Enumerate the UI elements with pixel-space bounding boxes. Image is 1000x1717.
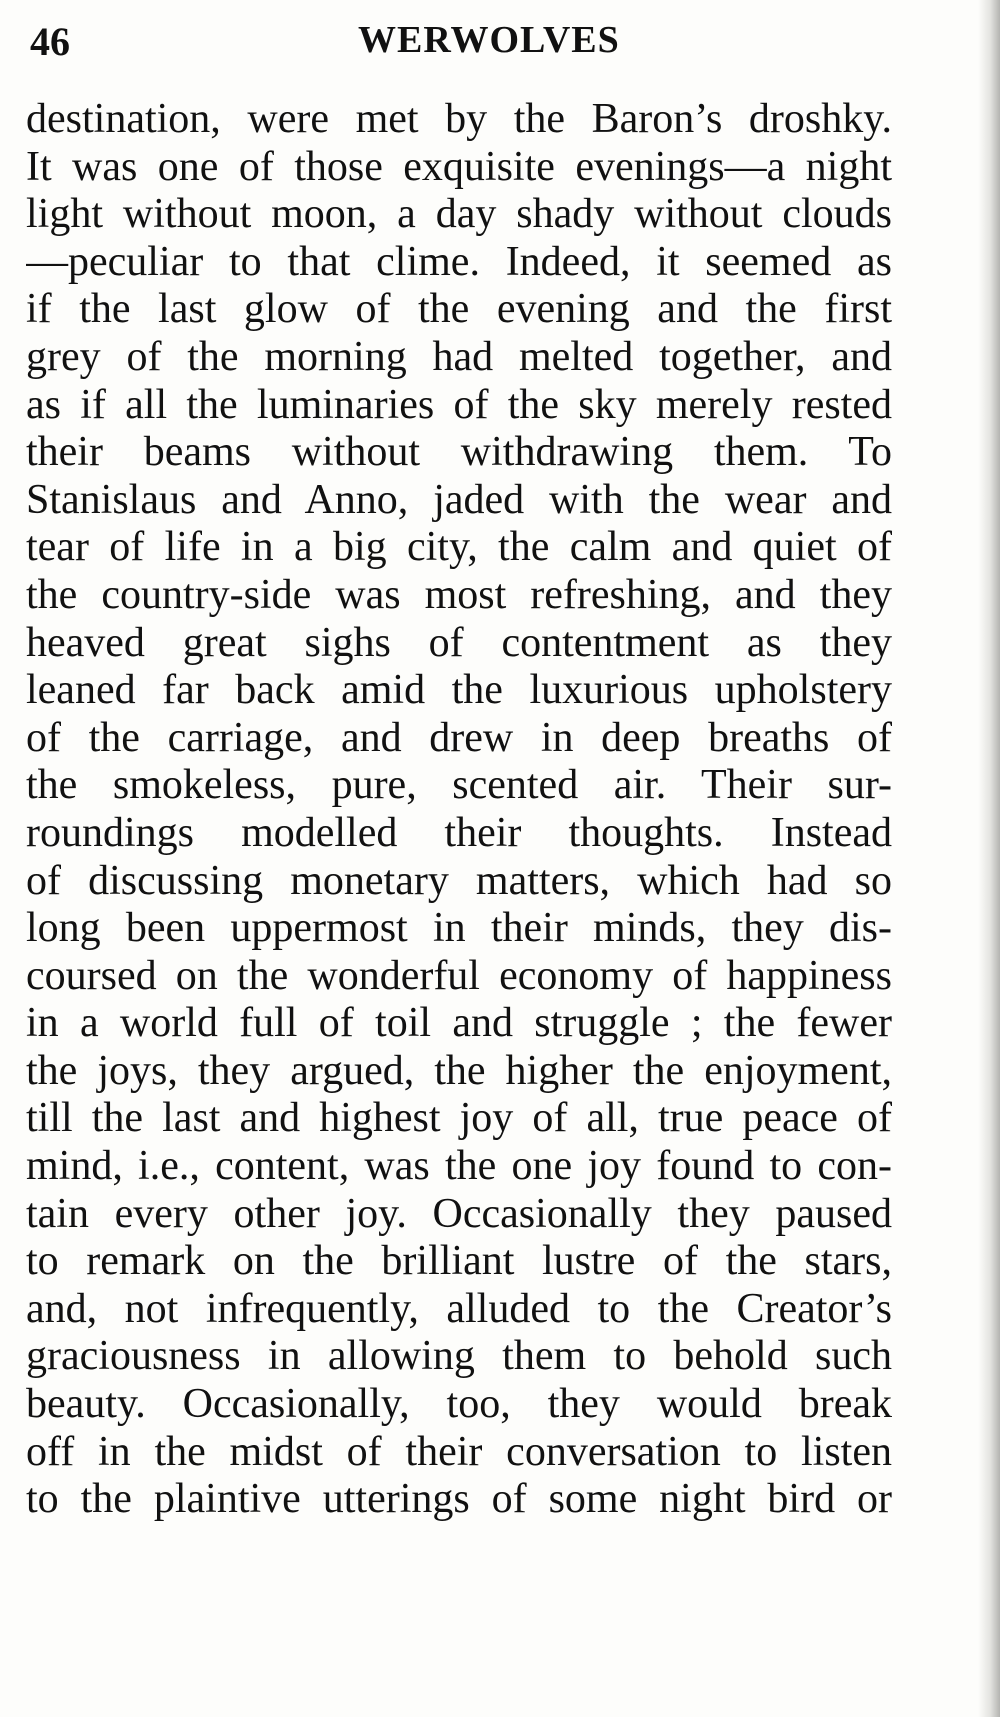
text-line: in a world full of toil and struggle ; the fewer: [26, 1000, 892, 1047]
text-line: destination, were met by the Baron’s droshky.: [26, 96, 892, 142]
page-edge-shadow: [978, 0, 1000, 1717]
text-line: the joys, they argued, the higher the enjoyment,: [26, 1047, 892, 1094]
text-line: as if all the luminaries of the sky merely rested: [26, 381, 892, 428]
text-line: the country-side was most refreshing, and they: [26, 571, 892, 618]
text-line: It was one of those exquisite evenings—a night: [26, 143, 892, 190]
text-line: to the plaintive utterings of some night bird or: [26, 1476, 892, 1523]
text-line: long been uppermost in their minds, they dis-: [26, 905, 892, 952]
text-line: heaved great sighs of contentment as they: [26, 619, 892, 666]
text-line: Stanislaus and Anno, jaded with the wear and: [26, 476, 892, 523]
text-line: leaned far back amid the luxurious upholstery: [26, 667, 892, 714]
text-line: graciousness in allowing them to behold such: [26, 1333, 892, 1380]
page-number: 46: [30, 19, 70, 64]
text-line: of the carriage, and drew in deep breaths of: [26, 714, 892, 761]
text-line: the smokeless, pure, scented air. Their sur-: [26, 762, 892, 809]
text-line: their beams without withdrawing them. To: [26, 429, 892, 476]
text-line: tain every other joy. Occasionally they paused: [26, 1190, 892, 1237]
text-line: coursed on the wonderful economy of happiness: [26, 952, 892, 999]
text-line: till the last and highest joy of all, true peace of: [26, 1095, 892, 1142]
text-line: light without moon, a day shady without clouds: [26, 191, 892, 238]
text-line: off in the midst of their conversation to listen: [26, 1428, 892, 1475]
text-line: of discussing monetary matters, which had so: [26, 857, 892, 904]
text-line: if the last glow of the evening and the first: [26, 286, 892, 333]
text-line: to remark on the brilliant lustre of the stars,: [26, 1238, 892, 1285]
running-title: WERWOLVES: [358, 19, 620, 61]
text-line: tear of life in a big city, the calm and quiet of: [26, 524, 892, 571]
text-line: beauty. Occasionally, too, they would break: [26, 1381, 892, 1428]
text-line: and, not infrequently, alluded to the Creator’s: [26, 1285, 892, 1332]
text-line: roundings modelled their thoughts. Instead: [26, 809, 892, 856]
text-line: —peculiar to that clime. Indeed, it seemed as: [26, 238, 892, 285]
body-text: [26, 96, 892, 1524]
text-line: grey of the morning had melted together, and: [26, 333, 892, 380]
running-head: [28, 14, 958, 74]
text-line: mind, i.e., content, was the one joy found to con-: [26, 1143, 892, 1190]
